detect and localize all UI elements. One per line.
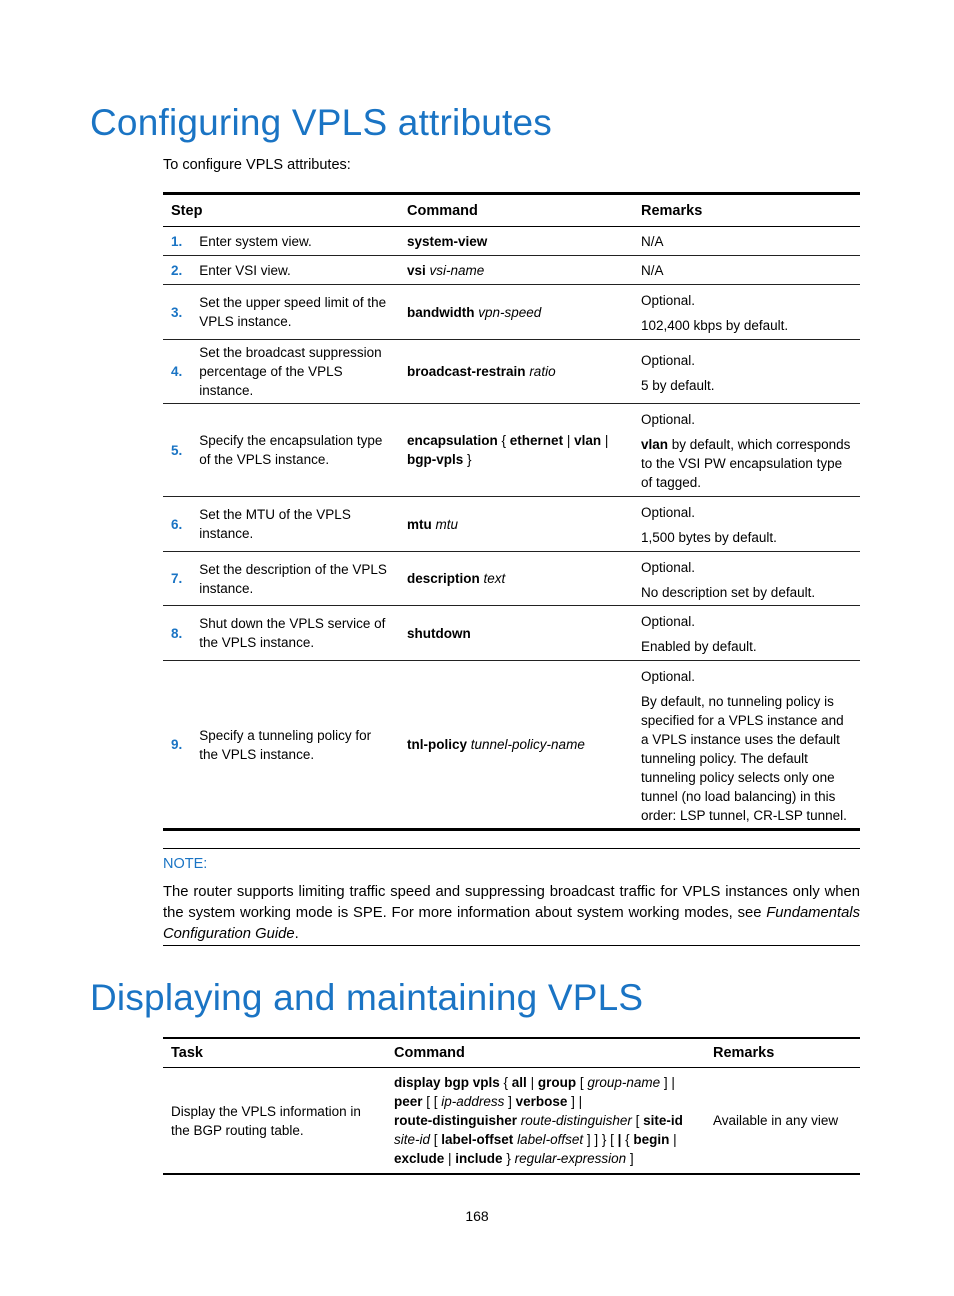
command-keyword: exclude: [394, 1151, 445, 1166]
step-number: 7.: [171, 571, 183, 586]
remarks-text: by default, which corresponds to the VSI PW encapsulation type of tagged.: [641, 437, 851, 490]
command-keyword: site-id: [643, 1113, 683, 1128]
remarks-cell: [633, 404, 860, 497]
command-keyword: begin: [633, 1132, 670, 1147]
step-text: Shut down the VPLS service of the VPLS instance.: [199, 616, 386, 650]
step-number: 1.: [171, 233, 183, 249]
step-text: Set the broadcast suppression percentage of the VPLS instance.: [199, 345, 382, 398]
step-number: 8.: [171, 625, 183, 641]
step-number: 9.: [171, 737, 183, 752]
command-syntax: [: [576, 1075, 588, 1090]
remarks-line: By default, no tunneling policy is specified for a VPLS instance and a VPLS instance uses the default tunneling policy. The default tunneling policy selects only one tunnel (no load balancing) in this order: LSP tunnel, CR-LSP tunnel.: [641, 693, 847, 823]
table-header-row: [163, 1038, 860, 1068]
command-argument: ratio: [529, 364, 556, 379]
command-syntax: |: [444, 1151, 456, 1166]
command-keyword: route-distinguisher: [394, 1113, 518, 1128]
command-cell: [399, 256, 633, 285]
remarks-line: Optional.: [641, 505, 696, 520]
table-row: [163, 497, 860, 552]
command-keyword: shutdown: [407, 625, 471, 641]
command-keyword: encapsulation: [407, 433, 498, 448]
task-cell: Display the VPLS information in the BGP routing table.: [171, 1103, 361, 1138]
step-number: 5.: [171, 442, 183, 458]
table-row: [163, 552, 860, 606]
remarks-line: Enabled by default.: [641, 639, 757, 654]
command-syntax: {: [499, 1075, 512, 1090]
command-keyword: group: [537, 1075, 577, 1090]
table-row: [163, 661, 860, 830]
command-keyword: verbose: [515, 1094, 568, 1109]
header-remarks: Remarks: [713, 1045, 775, 1061]
remarks-cell: [633, 497, 860, 552]
remarks-keyword: vlan: [641, 437, 669, 452]
command-cell: [399, 340, 633, 404]
command-syntax: }: [502, 1151, 515, 1166]
note-bottom-rule: [163, 945, 860, 946]
header-remarks: Remarks: [641, 202, 703, 219]
step-text: Set the description of the VPLS instance.: [199, 561, 387, 596]
command-keyword: bandwidth: [407, 304, 475, 320]
remarks-line: Optional.: [641, 559, 696, 575]
command-keyword: display bgp vpls: [394, 1075, 500, 1090]
command-keyword: label-offset: [441, 1132, 514, 1147]
table-row: [163, 340, 860, 404]
command-syntax: ] |: [660, 1075, 675, 1090]
remarks-cell: [633, 552, 860, 606]
command-cell: [399, 606, 633, 661]
remarks-line: No description set by default.: [641, 584, 816, 600]
table-row: [163, 256, 860, 285]
command-keyword: broadcast-restrain: [407, 364, 526, 379]
remarks-line: 5 by default.: [641, 377, 715, 393]
command-argument: vsi-name: [429, 262, 485, 278]
remarks-line: Optional.: [641, 293, 696, 308]
note-text-end: .: [294, 926, 299, 942]
step-number: 6.: [171, 516, 183, 532]
command-cell: [399, 404, 633, 497]
command-argument: group-name: [587, 1075, 661, 1090]
command-keyword: mtu: [407, 516, 432, 532]
note-top-rule: [163, 848, 860, 849]
command-syntax: [ [: [422, 1094, 442, 1109]
vpls-attributes-table: [163, 192, 860, 831]
command-syntax: ]: [626, 1151, 634, 1166]
command-syntax: |: [601, 433, 609, 448]
command-argument: mtu: [435, 516, 459, 532]
command-argument: label-offset: [517, 1132, 584, 1147]
command-cell: [386, 1068, 705, 1175]
remarks-line: Optional.: [641, 352, 696, 368]
command-argument: vpn-speed: [478, 304, 542, 320]
note-text: [163, 882, 860, 945]
command-argument: site-id: [394, 1132, 431, 1147]
step-text: Specify a tunneling policy for the VPLS instance.: [199, 727, 372, 762]
command-syntax: |: [669, 1132, 677, 1147]
remarks-cell: [633, 256, 860, 285]
remarks-cell: [633, 606, 860, 661]
table-row: [163, 404, 860, 497]
command-argument: tunnel-policy-name: [470, 737, 585, 752]
command-cell: [399, 661, 633, 830]
table-row: [163, 285, 860, 340]
remarks-line: Optional.: [641, 412, 696, 427]
note-text-reference: Fundamentals Configuration Guide: [163, 905, 860, 942]
command-syntax: ]: [504, 1094, 516, 1109]
command-cell: [399, 552, 633, 606]
command-keyword: ethernet: [509, 433, 564, 448]
command-argument: regular-expression: [514, 1151, 627, 1166]
remarks-line: N/A: [641, 233, 664, 249]
page-title: Configuring VPLS attributes: [90, 102, 552, 143]
step-text: Set the upper speed limit of the VPLS instance.: [199, 295, 387, 329]
command-keyword: system-view: [407, 233, 488, 249]
step-text: Set the MTU of the VPLS instance.: [199, 507, 351, 541]
command-syntax: ] ] } [: [583, 1132, 618, 1147]
command-cell: [399, 285, 633, 340]
step-number: 2.: [171, 262, 183, 278]
remarks-cell: [633, 340, 860, 404]
command-keyword: all: [511, 1075, 527, 1090]
section-title: Displaying and maintaining VPLS: [90, 977, 644, 1018]
command-argument: text: [483, 571, 506, 586]
command-syntax: }: [463, 452, 472, 467]
table-row: [163, 227, 860, 256]
header-task: Task: [171, 1045, 203, 1061]
command-keyword: peer: [394, 1094, 423, 1109]
header-command: Command: [407, 202, 478, 219]
remarks-line: N/A: [641, 262, 664, 278]
table-row: [163, 1068, 860, 1175]
display-maintain-table: [163, 1037, 860, 1175]
step-text: Enter system view.: [199, 233, 312, 249]
remarks-line: Optional.: [641, 614, 696, 629]
command-syntax: [: [631, 1113, 644, 1128]
command-keyword: vsi: [407, 262, 426, 278]
table-header-row: [163, 194, 860, 227]
command-keyword: description: [407, 571, 480, 586]
step-number: 3.: [171, 304, 183, 320]
command-keyword: vlan: [574, 433, 602, 448]
page-number: 168: [465, 1208, 489, 1224]
command-syntax: {: [621, 1132, 634, 1147]
step-text: Specify the encapsulation type of the VPLS instance.: [199, 433, 383, 467]
command-keyword: |: [617, 1132, 622, 1147]
remarks-cell: Available in any view: [713, 1113, 839, 1128]
command-keyword: bgp-vpls: [407, 452, 464, 467]
intro-text: To configure VPLS attributes:: [163, 157, 351, 173]
remarks-cell: [633, 661, 860, 830]
command-syntax: |: [526, 1075, 538, 1090]
note-label: NOTE:: [163, 856, 208, 872]
header-step: Step: [171, 202, 203, 219]
step-number: 4.: [171, 364, 183, 379]
step-text: Enter VSI view.: [199, 262, 291, 278]
header-command: Command: [394, 1045, 465, 1061]
remarks-cell: [633, 285, 860, 340]
note-text-main: The router supports limiting traffic speed and suppressing broadcast traffic for VPLS instances only when the system working mode is SPE. For more information about system working modes, see: [163, 884, 860, 921]
command-syntax: [: [430, 1132, 442, 1147]
command-keyword: include: [455, 1151, 503, 1166]
remarks-line: 1,500 bytes by default.: [641, 530, 777, 545]
command-cell: [399, 227, 633, 256]
command-argument: ip-address: [441, 1094, 505, 1109]
command-syntax: |: [563, 433, 575, 448]
command-syntax: ] |: [567, 1094, 583, 1109]
table-row: [163, 606, 860, 661]
command-keyword: tnl-policy: [407, 737, 467, 752]
command-cell: [399, 497, 633, 552]
remarks-line: 102,400 kbps by default.: [641, 318, 789, 333]
command-argument: route-distinguisher: [520, 1113, 632, 1128]
remarks-cell: [633, 227, 860, 256]
remarks-line: [641, 435, 852, 492]
remarks-line: Optional.: [641, 668, 696, 684]
command-syntax: {: [497, 433, 510, 448]
